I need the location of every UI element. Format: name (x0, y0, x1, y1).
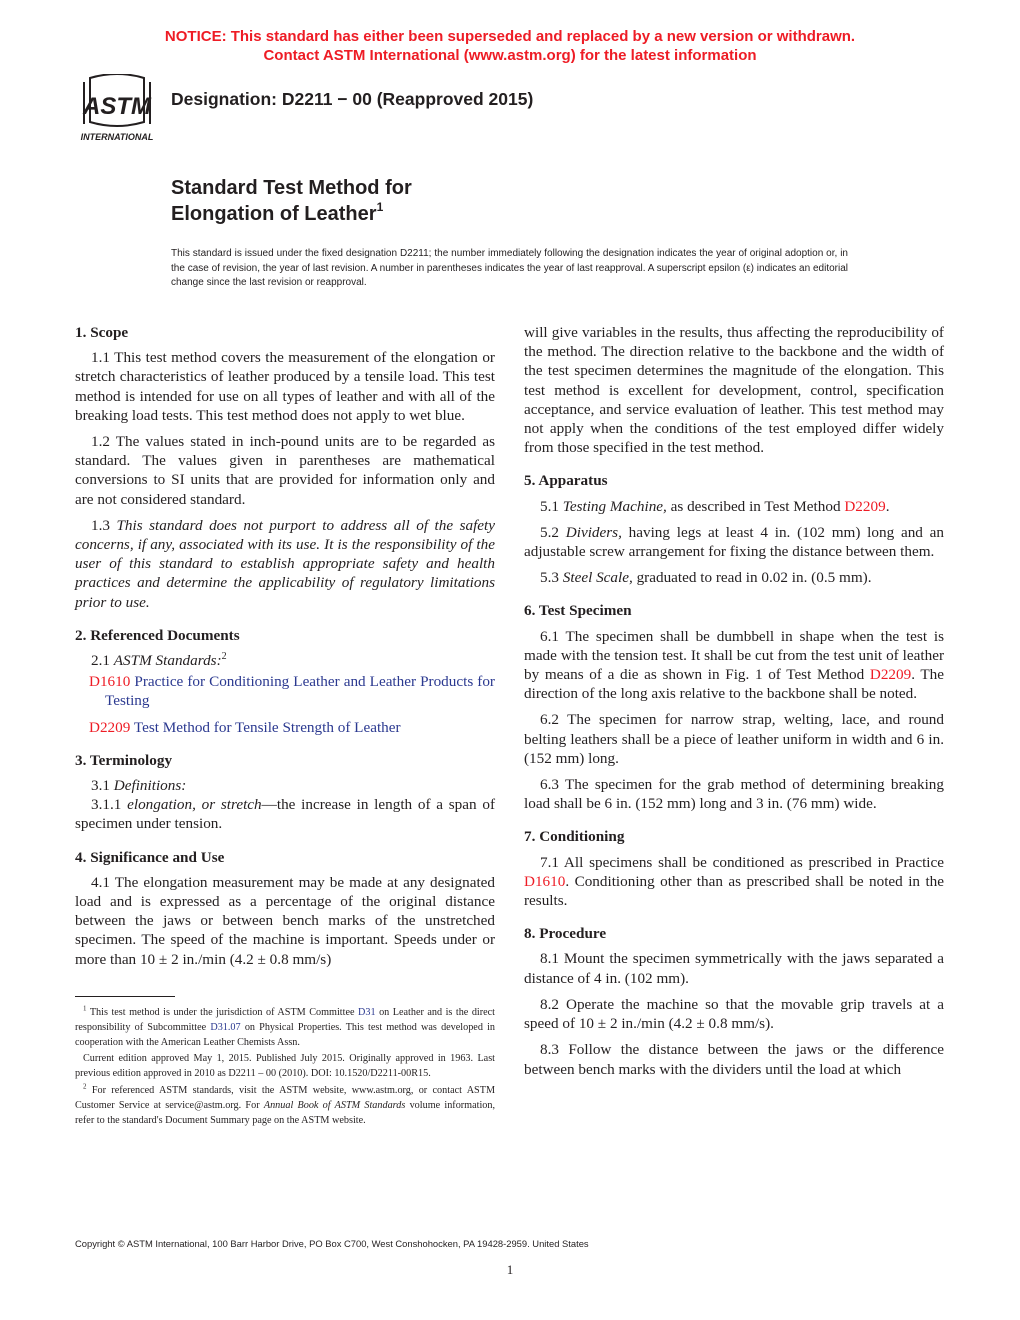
paragraph-5-3: 5.3 Steel Scale, graduated to read in 0.02 in. (0.5 mm). (540, 569, 872, 587)
footnote-2: $^2$ For referenced ASTM standards, visit the ASTM website, www.astm.org, or contact ASTM Customer Service at service@astm.org. For Annual Book of ASTM Standards volume information, refer to the standard's Document Summary page on the ASTM website. (75, 1082, 496, 1126)
paragraph-1-2: 1.2 The values stated in inch-pound units are to be regarded as standard. The values given in parentheses are mathematical conversions to SI units that are provided for information only and are not considered standard. (75, 433, 495, 508)
footnotes (75, 1006, 495, 1130)
paragraph-1-1: 1.1 This test method covers the measurement of the elongation or stretch characteristics of leather produced by a tensile load. This test method is intended for use on all types of leather and with all of the breaking load tests. This test method does not apply to wet blue. (75, 349, 495, 424)
section-heading-procedure: 8. Procedure (524, 925, 607, 943)
link-d2209[interactable]: D2209 (869, 666, 912, 684)
copyright: Copyright © ASTM International, 100 Barr Harbor Drive, PO Box C700, West Conshohocken, PA 19428-2959. United States (75, 1238, 589, 1249)
title-footnote-marker: 1 (376, 200, 384, 214)
reference-d2209[interactable]: D2209 Test Method for Tensile Strength of Leather (89, 718, 401, 736)
paragraph-5-1: 5.1 Testing Machine, as described in Test Method D2209. (540, 497, 890, 515)
paragraph-5-2: 5.2 Dividers, having legs at least 4 in. (102 mm) long and an adjustable screw arrangement for fixing the distance between them. (524, 523, 944, 561)
link-d2209[interactable]: D2209 (844, 497, 886, 515)
svg-text:ASTM: ASTM (83, 93, 151, 120)
footnote-rule (75, 996, 175, 997)
footnote-1-edition: Current edition approved May 1, 2015. Published July 2015. Originally approved in 1963. Last previous edition approved in 2010 as D2211 – 00 (2010). DOI: 10.1520/D2211-00R15. (75, 1053, 495, 1080)
section-heading-terminology: 3. Terminology (75, 751, 173, 769)
notice-line-1: NOTICE: This standard has either been superseded and replaced by a new version or withdrawn. (164, 28, 856, 45)
paragraph-4-1: 4.1 The elongation measurement may be made at any designated load and is expressed as a percentage of the original distance between the jaws or between bench marks of the unstretched specimen. The speed of the machine is important. Speeds under or more than 10 ± 2 in./min (4.2 ± 0.8 mm/s) (75, 873, 495, 968)
designation: Designation: D2211 − 00 (Reapproved 2015) (171, 89, 534, 109)
section-heading-apparatus: 5. Apparatus (524, 472, 608, 490)
paragraph-3-1-1: 3.1.1 elongation, or stretch—the increase in length of a span of specimen under tension. (75, 796, 495, 833)
link-d1610[interactable]: D1610 (524, 872, 566, 890)
reference-d1610[interactable]: D1610 Practice for Conditioning Leather and Leather Products for Testing (89, 673, 495, 710)
left-column (75, 323, 495, 976)
astm-logo-icon (74, 74, 160, 144)
svg-text:INTERNATIONAL: INTERNATIONAL (80, 132, 154, 142)
astm-logo (74, 74, 160, 144)
page-number: 1 (506, 1262, 514, 1277)
paragraph-4-1-continued: will give variables in the results, thus affecting the reproducibility of the method. The direction relative to the backbone and the width of the test specimen determines the magnitude of the elongation. This test method is excellent for development, control, specification acceptance, and service evaluation of leather. This test method may not apply when the conditions of the test employed differ widely from those specified in the test method. (524, 324, 944, 457)
paragraph-1-3: 1.3 This standard does not purport to address all of the safety concerns, if any, associated with its use. It is the responsibility of the user of this standard to establish appropriate safety and health practices and determine the applicability of regulatory limitations prior to use. (75, 516, 496, 611)
paragraph-6-2: 6.2 The specimen for narrow strap, welting, lace, and round belting leathers shall be a piece of leather uniform in width and 6 in. (152 mm) long. (524, 711, 944, 767)
section-heading-significance: 4. Significance and Use (75, 848, 225, 866)
issue-note: This standard is issued under the fixed designation D2211; the number immediately following the designation indicates the year of original adoption or, in the case of revision, the year of last revision. A number in parentheses indicates the year of last reapproval. A superscript epsilon (ε) indicates an editorial change since the last revision or reapproval. (171, 248, 848, 289)
title-line-2: Elongation of Leather$^1$ (171, 200, 384, 225)
section-heading-scope: 1. Scope (75, 324, 129, 341)
paragraph-8-3: 8.3 Follow the distance between the jaws or the difference between bench marks with the dividers until the load at which (524, 1041, 944, 1078)
title-line-1: Standard Test Method for (171, 177, 412, 199)
paragraph-3-1: 3.1 Definitions: (91, 777, 187, 795)
section-heading-conditioning: 7. Conditioning (524, 828, 625, 846)
paragraph-6-1: 6.1 The specimen shall be dumbbell in shape when the test is made with the tension test. It shall be cut from the test unit of leather by means of a die as shown in Fig. 1 of Test Method D2209. The direction of the long axis relative to the backbone shall be noted. (524, 627, 945, 703)
notice-line-2: Contact ASTM International (www.astm.org) for the latest information (263, 47, 757, 64)
right-column (524, 323, 944, 1086)
section-heading-specimen: 6. Test Specimen (524, 602, 632, 620)
paragraph-8-2: 8.2 Operate the machine so that the movable grip travels at a speed of 10 ± 2 in./min (4.2 ± 0.8 mm/s). (524, 995, 944, 1033)
paragraph-6-3: 6.3 The specimen for the grab method of determining breaking load shall be 6 in. (152 mm) long and 3 in. (76 mm) wide. (524, 776, 944, 813)
paragraph-7-1: 7.1 All specimens shall be conditioned as prescribed in Practice D1610. Conditioning other than as prescribed shall be noted in the results. (524, 853, 944, 910)
document-title (171, 175, 412, 227)
withdrawal-notice (0, 27, 1020, 65)
paragraph-8-1: 8.1 Mount the specimen symmetrically with the jaws separated a distance of 4 in. (102 mm). (524, 950, 944, 987)
paragraph-2-1: 2.1 ASTM Standards:$^2$ (91, 650, 227, 670)
section-heading-referenced: 2. Referenced Documents (75, 626, 240, 644)
footnote-1: $^1$ This test method is under the jurisdiction of ASTM Committee D31 on Leather and is the direct responsibility of Subcommittee D31.07 on Physical Properties. This test method was developed in cooperation with the American Leather Chemists Assn. (75, 1004, 496, 1048)
